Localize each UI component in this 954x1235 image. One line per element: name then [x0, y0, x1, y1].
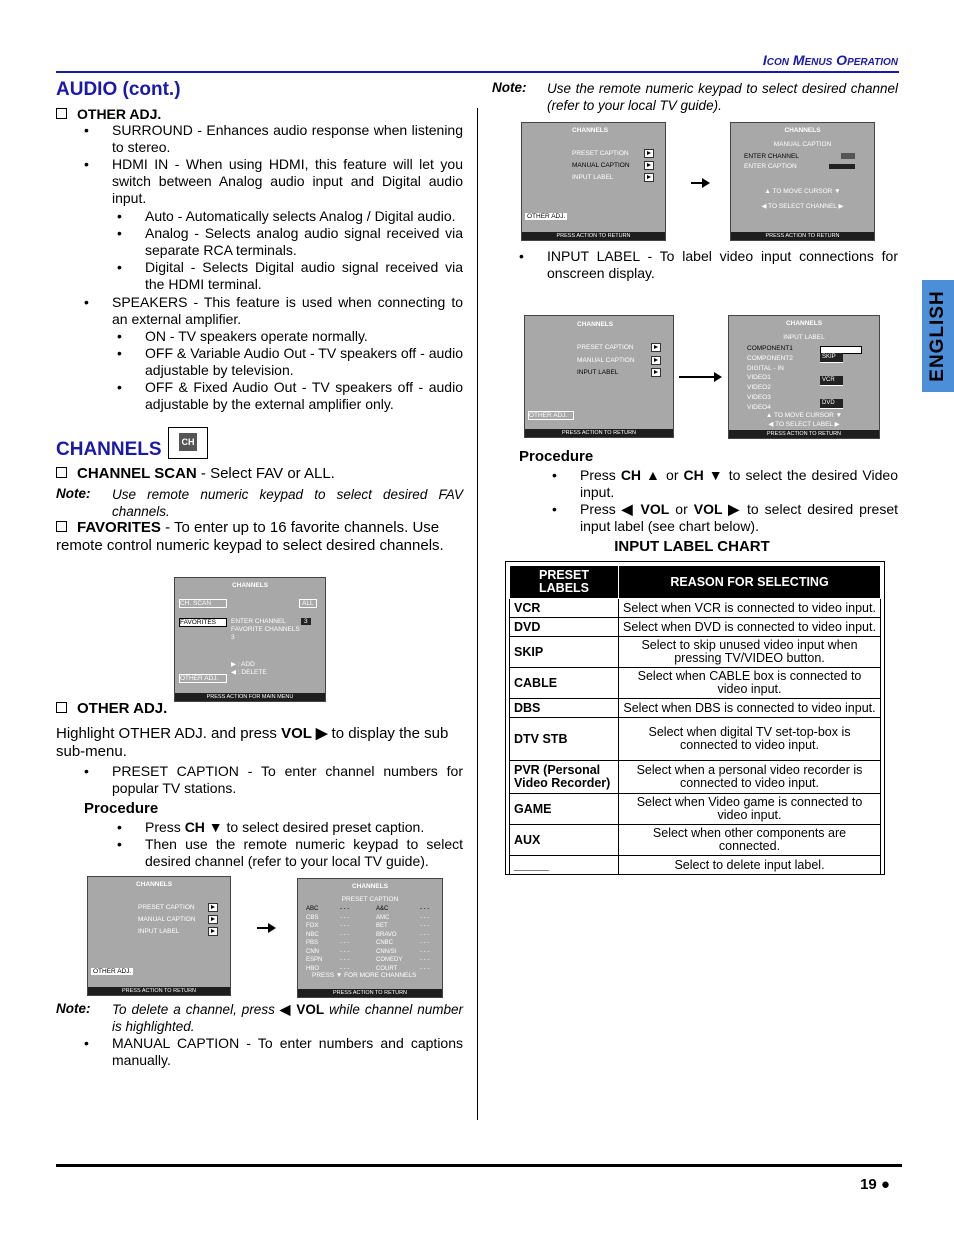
hdmi-item: • HDMI IN - When using HDMI, this feature will let you switch between Analog audio input and Digital audio input. [112, 156, 463, 207]
footer-rule [56, 1164, 902, 1167]
chart-label-cell: PVR (Personal Video Recorder) [510, 761, 619, 794]
procedure-step-2: • Then use the remote numeric keypad to select desired channel (refer to your local TV guide). [145, 836, 463, 870]
input-label-chart [505, 561, 885, 875]
preset-row: PBS - - - CNBC - - - [306, 940, 430, 946]
chart-reason-cell: Select when other components are connected. [619, 825, 881, 856]
chart-reason-cell: Select when VCR is connected to video input. [619, 599, 881, 618]
channels-heading: CHANNELS [56, 439, 162, 460]
hdmi-digital-item: • Digital - Selects Digital audio signal received via the HDMI terminal. [145, 259, 463, 293]
favorites-screen: CHANNELS CH. SCAN ALL FAVORITES ENTER CHANNEL 3 FAVORITE CHANNELS 3 ▶ : ADD ◀ : DELETE OTHER ADJ. PRESS ACTION FOR MAIN MENU [174, 577, 326, 702]
input-option: COMPONENT2 [747, 354, 793, 362]
preset-row: FOX - - - BET - - - [306, 923, 430, 929]
input-label-item: • INPUT LABEL - To label video input connections for onscreen display. [547, 248, 898, 282]
chart-header-labels: PRESET LABELS [510, 566, 619, 599]
chart-row [510, 718, 881, 761]
input-option: VIDEO4 [747, 403, 771, 411]
manual-caption-screen: CHANNELS MANUAL CAPTION ENTER CHANNEL ENTER CAPTION ▲ TO MOVE CURSOR ▼ ◀ TO SELECT CHANNEL ▶ PRESS ACTION TO RETURN [730, 122, 875, 241]
dropdown-option: DVD [820, 399, 843, 409]
language-tab-label: ENGLISH [927, 290, 948, 382]
chart-reason-cell: Select when a personal video recorder is connected to video input. [619, 761, 881, 794]
chart-label-cell: VCR [510, 599, 619, 618]
chart-label-cell: DBS [510, 699, 619, 718]
chart-table [509, 565, 881, 875]
speakers-variable-item: • OFF & Variable Audio Out - TV speakers off - audio adjustable by television. [145, 345, 463, 379]
chart-label-cell: DVD [510, 618, 619, 637]
chart-row [510, 699, 881, 718]
input-option: DIGITAL - IN [747, 364, 784, 372]
chart-label-cell: AUX [510, 825, 619, 856]
procedure-heading: Procedure [84, 800, 159, 817]
chart-row [510, 856, 881, 875]
column-divider [477, 108, 478, 1120]
chart-reason-cell: Select when DBS is connected to video input. [619, 699, 881, 718]
preset-row: ABC - - - A&C - - - [306, 906, 430, 912]
procedure-step-1: • Press CH ▼ to select desired preset caption. [145, 819, 463, 836]
input-label-screen: CHANNELS INPUT LABEL COMPONENT1 COMPONENT2 DIGITAL - IN VIDEO1 VIDEO2 VIDEO3 VIDEO4 SKIP VCR DVD ▲ TO MOVE CURSOR ▼ ◀ TO SELECT LABEL ▶ PRESS ACTION TO RETURN [728, 315, 880, 439]
input-option: COMPONENT1 [747, 345, 793, 352]
chart-reason-cell: Select when Video game is connected to video input. [619, 794, 881, 825]
speakers-item: • SPEAKERS - This feature is used when connecting to an external amplifier. [112, 294, 463, 328]
input-option: VIDEO3 [747, 394, 771, 401]
right-procedure-step-1: • Press CH ▲ or CH ▼ to select the desired Video input. [580, 467, 898, 501]
input-option: VIDEO2 [747, 384, 771, 392]
chart-reason-cell: Select to skip unused video input when pressing TV/VIDEO button. [619, 637, 881, 668]
channels-menu-screen-2: CHANNELS PRESET CAPTION MANUAL CAPTION INPUT LABEL OTHER ADJ. PRESS ACTION TO RETURN [521, 122, 666, 241]
dropdown-option: VCR [820, 376, 843, 386]
preset-row: NBC - - - BRAVO - - - [306, 931, 430, 938]
preset-row: ESPN - - - COMEDY - - - [306, 957, 430, 963]
hdmi-auto-item: • Auto - Automatically selects Analog / Digital audio. [145, 208, 463, 225]
preset-caption-screen: CHANNELS PRESET CAPTION ABC - - - A&C - - - CBS - - - AMC - - - FOX - - - BET - - - NBC - - - BRAVO - - - PBS - - - CNBC - - - CNN - - - CNN/SI - - - ESPN - - - COMEDY - - - HBO - - - COURT - - - PRESS ▼ FOR MORE CHANNELS PRESS ACTION TO RETURN [297, 878, 443, 998]
other-adj-heading-2: OTHER ADJ. [56, 700, 167, 717]
chart-reason-cell: Select when DVD is connected to video input. [619, 618, 881, 637]
header-rule [56, 71, 899, 73]
preset-row: CNN - - - CNN/SI - - - [306, 948, 430, 955]
preset-caption-item: • PRESET CAPTION - To enter channel numbers for popular TV stations. [112, 763, 463, 797]
chart-row [510, 668, 881, 699]
note-label-2: Note: [56, 1001, 91, 1016]
preset-row: CBS - - - AMC - - - [306, 914, 430, 921]
preset-row: HBO - - - COURT - - - [306, 965, 430, 972]
chart-reason-cell: Select to delete input label. [619, 856, 881, 875]
page-number: 19 ● [860, 1176, 890, 1193]
favorites-item: FAVORITES - To enter up to 16 favorite channels. Use remote control numeric keypad to select desired channels. [56, 519, 444, 554]
chart-row [510, 794, 881, 825]
section-title: Icon Menus Operation [762, 52, 898, 68]
chart-label-cell: DTV STB [510, 718, 619, 761]
right-procedure-step-2: • Press ◀ VOL or VOL ▶ to select desired preset input label (see chart below). [580, 501, 898, 535]
right-note-text: Use the remote numeric keypad to select desired channel (refer to your local TV guide). [547, 81, 898, 113]
chart-row [510, 825, 881, 856]
speakers-on-item: • ON - TV speakers operate normally. [145, 328, 463, 345]
manual-caption-item: • MANUAL CAPTION - To enter numbers and captions manually. [112, 1035, 463, 1069]
chart-label-cell: CABLE [510, 668, 619, 699]
dropdown-option: SKIP [820, 353, 843, 363]
arrow-right-icon [679, 376, 716, 378]
arrow-right-icon [691, 182, 704, 184]
language-tab [922, 280, 954, 392]
chart-row [510, 599, 881, 618]
other-adj-heading: OTHER ADJ. [56, 106, 161, 123]
right-note-label: Note: [492, 80, 527, 95]
channels-icon: CH [168, 427, 208, 459]
channels-menu-screen-1: CHANNELS PRESET CAPTION MANUAL CAPTION INPUT LABEL OTHER ADJ. PRESS ACTION TO RETURN [87, 876, 231, 996]
chart-header-reason: REASON FOR SELECTING [619, 566, 881, 599]
note-label: Note: [56, 486, 91, 501]
surround-item: • SURROUND - Enhances audio response when listening to stereo. [112, 122, 463, 156]
chart-label-cell: GAME [510, 794, 619, 825]
arrow-right-icon [257, 927, 270, 929]
channel-scan-item: CHANNEL SCAN - Select FAV or ALL. [56, 465, 335, 482]
chart-reason-cell: Select when CABLE box is connected to video input. [619, 668, 881, 699]
speakers-fixed-item: • OFF & Fixed Audio Out - TV speakers off - audio adjustable by the external amplifier only. [145, 379, 463, 413]
chart-row [510, 618, 881, 637]
chart-title: INPUT LABEL CHART [614, 538, 770, 555]
chart-label-cell: SKIP [510, 637, 619, 668]
note-text: Use remote numeric keypad to select desired FAV channels. [112, 487, 463, 519]
note-text-2: To delete a channel, press ◀ VOL while channel number is highlighted. [112, 1002, 463, 1034]
audio-heading: AUDIO (cont.) [56, 79, 181, 100]
chart-label-cell: _____ [510, 856, 619, 875]
chart-reason-cell: Select when digital TV set-top-box is connected to video input. [619, 718, 881, 761]
chart-row [510, 637, 881, 668]
procedure-heading-right: Procedure [519, 448, 594, 465]
input-option: VIDEO1 [747, 374, 771, 382]
hdmi-analog-item: • Analog - Selects analog audio signal received via separate RCA terminals. [145, 225, 463, 259]
chart-row [510, 761, 881, 794]
highlight-instruction: Highlight OTHER ADJ. and press VOL ▶ to display the sub sub-menu. [56, 725, 449, 760]
channels-menu-screen-3: CHANNELS PRESET CAPTION MANUAL CAPTION INPUT LABEL OTHER ADJ. PRESS ACTION TO RETURN [524, 315, 674, 438]
